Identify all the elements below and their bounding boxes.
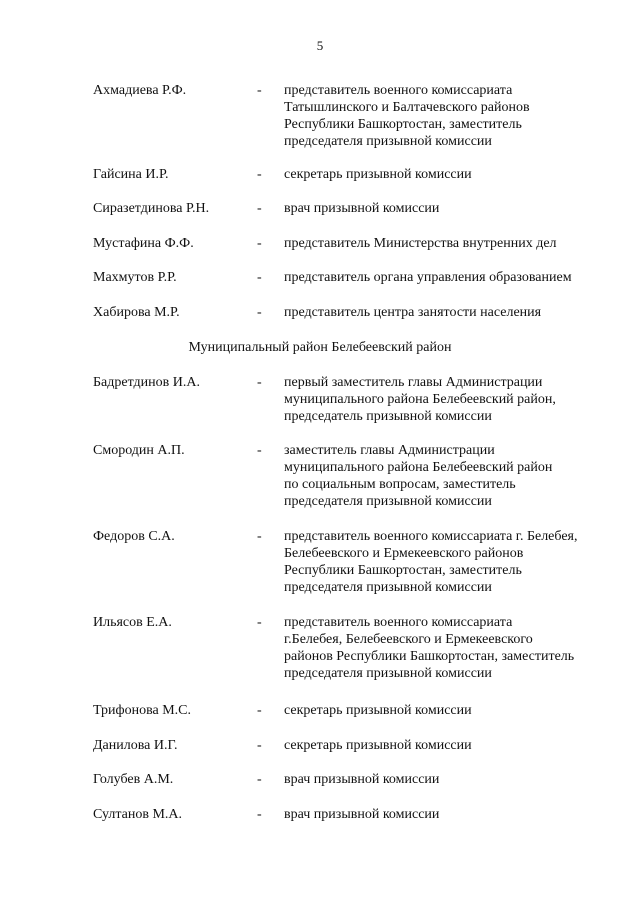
member-name: Бадретдинов И.А. (93, 375, 200, 390)
member-name: Мустафина Ф.Ф. (93, 236, 194, 251)
dash-separator: - (257, 167, 262, 182)
member-name: Султанов М.А. (93, 807, 183, 822)
member-name: Голубев А.М. (93, 772, 174, 787)
dash-separator: - (257, 738, 262, 753)
dash-separator: - (257, 772, 262, 787)
role-line: районов Республики Башкортостан, заместитель (284, 649, 575, 664)
role-line: Республики Башкортостан, заместитель (284, 563, 522, 578)
role-line: секретарь призывной комиссии (284, 738, 472, 753)
member-role (284, 442, 624, 510)
role-line: председателя призывной комиссии (284, 134, 492, 149)
role-line: председателя призывной комиссии (284, 666, 492, 681)
role-line: муниципального района Белебеевский район, (284, 392, 556, 407)
role-line: г.Белебея, Белебеевского и Ермекеевского (284, 632, 533, 647)
member-name: Ахмадиева Р.Ф. (93, 83, 187, 98)
page-number: 5 (316, 38, 324, 53)
dash-separator: - (257, 529, 262, 544)
section-heading: Муниципальный район Белебеевский район (188, 340, 452, 355)
role-line: председателя призывной комиссии (284, 494, 492, 509)
role-line: председатель призывной комиссии (284, 409, 492, 424)
role-line: секретарь призывной комиссии (284, 703, 472, 718)
dash-separator: - (257, 270, 262, 285)
member-name: Махмутов Р.Р. (93, 270, 177, 285)
member-role (284, 304, 624, 321)
member-name: Ильясов Е.А. (93, 615, 172, 630)
role-line: Республики Башкортостан, заместитель (284, 117, 522, 132)
role-line: Белебеевского и Ермекеевского районов (284, 546, 524, 561)
role-line: секретарь призывной комиссии (284, 167, 472, 182)
member-role (284, 82, 624, 150)
role-line: первый заместитель главы Администрации (284, 375, 543, 390)
member-name: Хабирова М.Р. (93, 305, 180, 320)
member-name: Данилова И.Г. (93, 738, 178, 753)
role-line: врач призывной комиссии (284, 772, 440, 787)
member-role (284, 806, 624, 823)
member-name: Смородин А.П. (93, 443, 185, 458)
member-role (284, 771, 624, 788)
member-role (284, 235, 624, 252)
role-line: заместитель главы Администрации (284, 443, 495, 458)
dash-separator: - (257, 615, 262, 630)
role-line: представитель военного комиссариата (284, 83, 513, 98)
member-name: Трифонова М.С. (93, 703, 191, 718)
member-role (284, 614, 624, 682)
role-line: представитель Министерства внутренних дел (284, 236, 557, 251)
dash-separator: - (257, 375, 262, 390)
dash-separator: - (257, 443, 262, 458)
dash-separator: - (257, 305, 262, 320)
role-line: муниципального района Белебеевский район (284, 460, 553, 475)
role-line: врач призывной комиссии (284, 201, 440, 216)
dash-separator: - (257, 807, 262, 822)
dash-separator: - (257, 703, 262, 718)
member-name: Сиразетдинова Р.Н. (93, 201, 210, 216)
member-role (284, 528, 624, 596)
member-role (284, 374, 624, 425)
member-role (284, 166, 624, 183)
dash-separator: - (257, 236, 262, 251)
member-role (284, 702, 624, 719)
dash-separator: - (257, 201, 262, 216)
role-line: представитель военного комиссариата (284, 615, 513, 630)
member-name: Федоров С.А. (93, 529, 175, 544)
role-line: представитель военного комиссариата г. Белебея, (284, 529, 578, 544)
role-line: представитель органа управления образованием (284, 270, 572, 285)
member-role (284, 200, 624, 217)
role-line: врач призывной комиссии (284, 807, 440, 822)
dash-separator: - (257, 83, 262, 98)
member-role (284, 737, 624, 754)
role-line: Татышлинского и Балтачевского районов (284, 100, 530, 115)
role-line: представитель центра занятости населения (284, 305, 542, 320)
member-role (284, 269, 624, 286)
role-line: по социальным вопросам, заместитель (284, 477, 516, 492)
member-name: Гайсина И.Р. (93, 167, 169, 182)
role-line: председателя призывной комиссии (284, 580, 492, 595)
